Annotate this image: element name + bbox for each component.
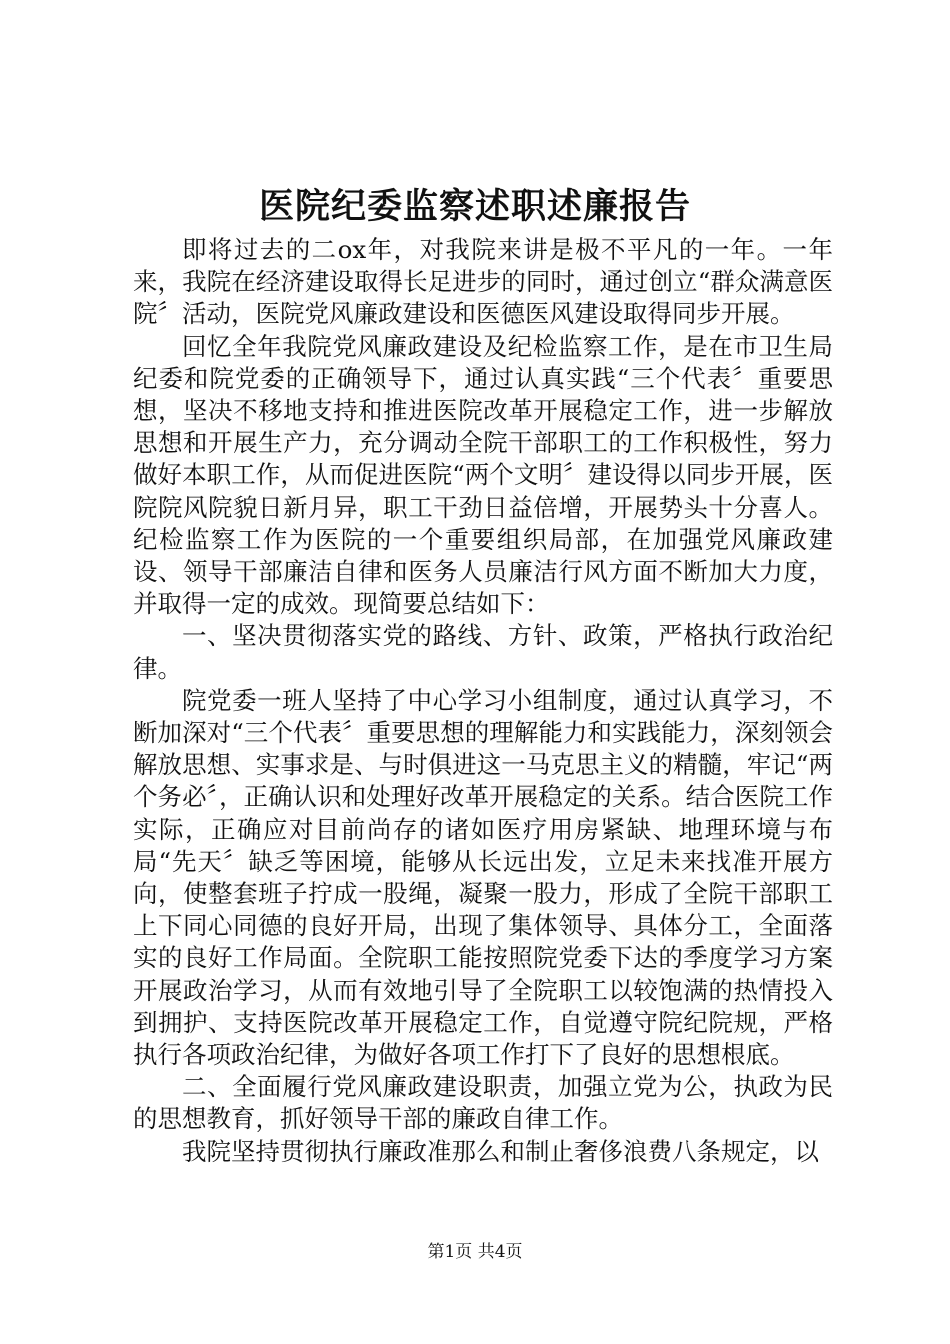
section-heading-1: 一、坚决贯彻落实党的路线、方针、政策，严格执行政治纪律。 — [133, 621, 833, 683]
paragraph-section-1: 院党委一班人坚持了中心学习小组制度，通过认真学习，不断加深对“三个代表〞重要思想的理解能力和实践能力，深刻领会解放思想、实事求是、与时俱进这一马克思主义的精髓，牢记“两个务必〞，正确认识和处理好改革开展稳定的关系。结合医院工作实际，正确应对目前尚存的诸如医疗用房紧缺、地理环境与布局“先天〞缺乏等困境，能够从长远出发，立足未来找准开展方向，使整套班子拧成一股绳，凝聚一股力，形成了全院干部职工上下同心同德的良好开局，出现了集体领导、具体分工，全面落实的良好工作局面。全院职工能按照院党委下达的季度学习方案开展政治学习，从而有效地引导了全院职工以较饱满的热情投入到拥护、支持医院改革开展稳定工作，自觉遵守院纪院规，严格执行各项政治纪律，为做好各项工作打下了良好的思想根底。 — [133, 685, 833, 1070]
page-number-footer: 第1页 共4页 — [427, 1242, 523, 1262]
document-body — [133, 234, 833, 1168]
paragraph-review: 回忆全年我院党风廉政建设及纪检监察工作，是在市卫生局纪委和院党委的正确领导下，通过认真实践“三个代表〞重要思想，坚决不移地支持和推进医院改革开展稳定工作，进一步解放思想和开展生产力，充分调动全院干部职工的工作积极性，努力做好本职工作，从而促进医院“两个文明〞建设得以同步开展，医院院风院貌日新月异，职工干劲日益倍增，开展势头十分喜人。纪检监察工作为医院的一个重要组织局部，在加强党风廉政建设、领导干部廉洁自律和医务人员廉洁行风方面不断加大力度，并取得一定的成效。现简要总结如下： — [133, 331, 833, 619]
section-heading-2: 二、全面履行党风廉政建设职责，加强立党为公，执政为民的思想教育，抓好领导干部的廉政自律工作。 — [133, 1072, 833, 1134]
paragraph-section-2: 我院坚持贯彻执行廉政准那么和制止奢侈浪费八条规定，以 — [182, 1136, 819, 1166]
document-title: 医院纪委监察述职述廉报告 — [258, 186, 691, 227]
paragraph-intro: 即将过去的二ox年，对我院来讲是极不平凡的一年。一年来，我院在经济建设取得长足进步的同时，通过创立“群众满意医院〞活动，医院党风廉政建设和医德医风建设取得同步开展。 — [133, 235, 833, 329]
